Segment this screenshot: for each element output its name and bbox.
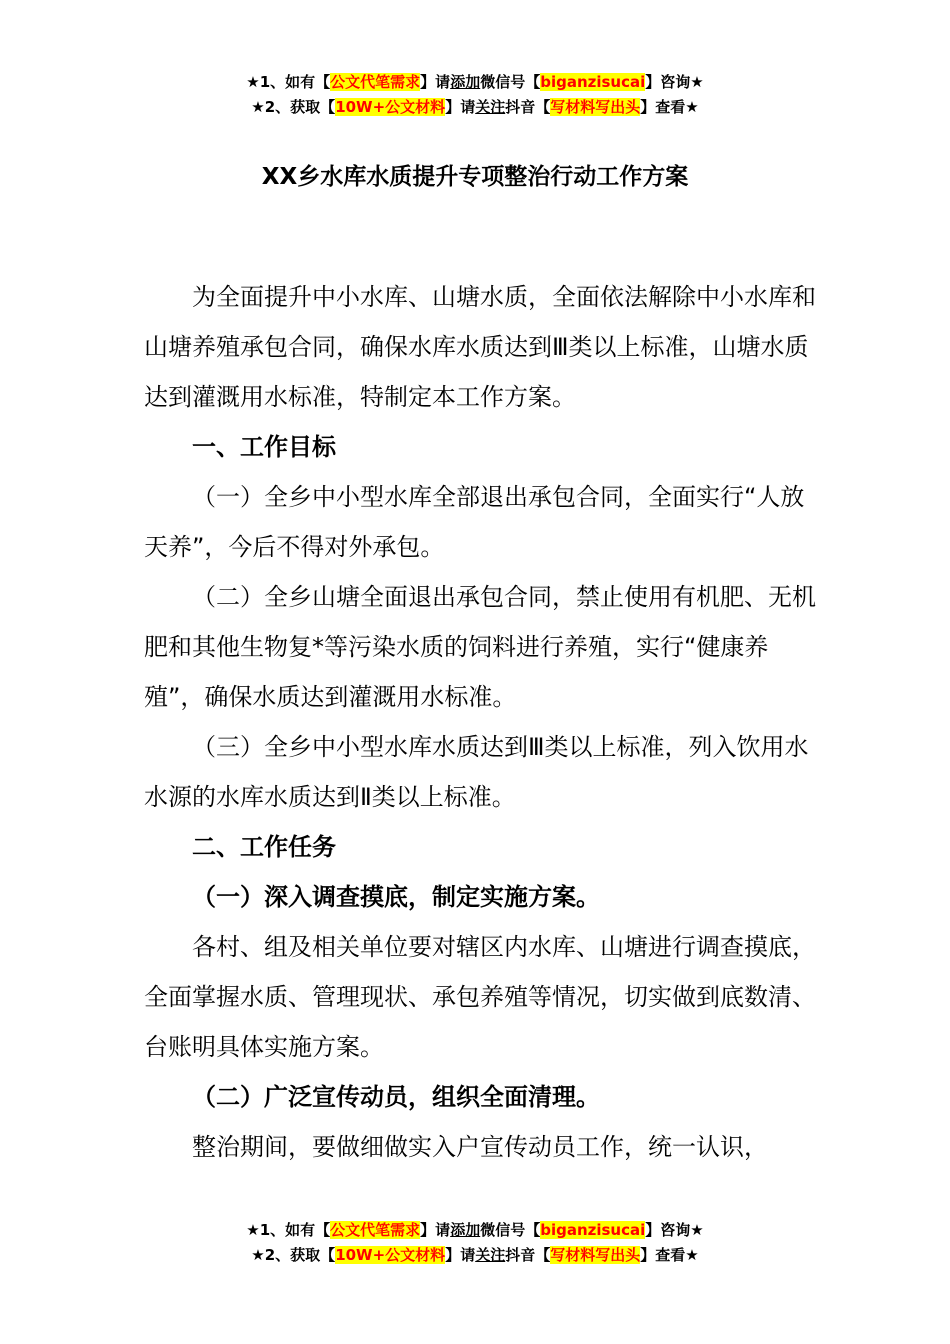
text: ★1、如有【 (246, 1221, 331, 1239)
section-heading: 一、工作目标 (192, 433, 336, 461)
promo-line-2 (0, 95, 950, 120)
highlight: 写材料写出头 (550, 1246, 641, 1264)
promo-line-2 (0, 1243, 950, 1268)
highlight: 10W+公文材料 (335, 1246, 446, 1264)
text: ★1、如有【 (246, 73, 331, 91)
paragraph: （二）全乡山塘全面退出承包合同，禁止使用有机肥、无机肥和其他生物复*等污染水质的饲料进行养殖，实行“健康养殖”，确保水质达到灌溉用水标准。 (144, 583, 816, 711)
paragraph: （一）全乡中小型水库全部退出承包合同，全面实行“人放天养”，今后不得对外承包。 (144, 483, 805, 561)
underlined-text: 关注 (475, 98, 506, 116)
document-body (144, 272, 816, 1172)
text: 】查看★ (640, 1246, 699, 1264)
text: 】咨询★ (645, 73, 704, 91)
highlight: 公文代笔需求 (330, 1221, 421, 1239)
text: 】请 (445, 1246, 476, 1264)
text: 抖音【 (505, 1246, 551, 1264)
text: ★2、获取【 (251, 1246, 336, 1264)
subsection-heading: （二）广泛宣传动员，组织全面清理。 (192, 1083, 600, 1111)
highlight: 10W+公文材料 (335, 98, 446, 116)
promo-line-1 (0, 70, 950, 95)
underlined-text: 关注 (475, 1246, 506, 1264)
paragraph: 为全面提升中小水库、山塘水质，全面依法解除中小水库和山塘养殖承包合同，确保水库水质达到Ⅲ类以上标准，山塘水质达到灌溉用水标准，特制定本工作方案。 (144, 283, 816, 411)
text: 】请 (420, 73, 451, 91)
text: ★2、获取【 (251, 98, 336, 116)
text: 】请 (420, 1221, 451, 1239)
text: 抖音【 (505, 98, 551, 116)
highlight: biganzisucai (540, 1221, 646, 1239)
underlined-text: 添加 (450, 1221, 481, 1239)
text: 】查看★ (640, 98, 699, 116)
underlined-text: 添加 (450, 73, 481, 91)
subsection-heading: （一）深入调查摸底，制定实施方案。 (192, 883, 600, 911)
highlight: 写材料写出头 (550, 98, 641, 116)
text: 微信号【 (480, 73, 541, 91)
highlight: biganzisucai (540, 73, 646, 91)
document-title: XX乡水库水质提升专项整治行动工作方案 (261, 164, 689, 190)
text: 】咨询★ (645, 1221, 704, 1239)
promo-banner-bottom (0, 1218, 950, 1268)
promo-line-1 (0, 1218, 950, 1243)
promo-banner-top (0, 70, 950, 120)
paragraph: （三）全乡中小型水库水质达到Ⅲ类以上标准，列入饮用水水源的水库水质达到Ⅱ类以上标准。 (144, 733, 809, 811)
paragraph: 整治期间，要做细做实入户宣传动员工作，统一认识， (192, 1133, 768, 1161)
text: 微信号【 (480, 1221, 541, 1239)
section-heading: 二、工作任务 (192, 833, 336, 861)
paragraph: 各村、组及相关单位要对辖区内水库、山塘进行调查摸底，全面掌握水质、管理现状、承包养殖等情况，切实做到底数清、台账明具体实施方案。 (144, 933, 816, 1061)
text: 】请 (445, 98, 476, 116)
highlight: 公文代笔需求 (330, 73, 421, 91)
